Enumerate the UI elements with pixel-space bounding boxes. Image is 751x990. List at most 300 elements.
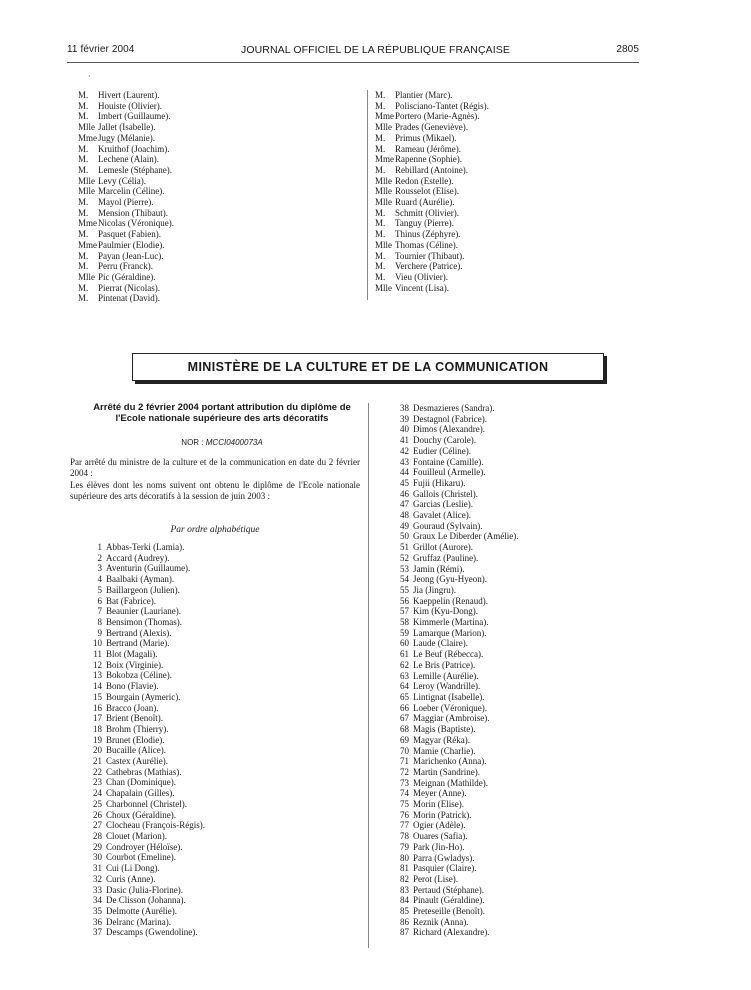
- list-item: [389, 724, 518, 735]
- civility: M.: [78, 154, 89, 165]
- civility: Mlle: [375, 122, 392, 133]
- item-number: 43: [400, 456, 409, 467]
- item-number: 40: [400, 424, 409, 435]
- list-item: [375, 133, 489, 144]
- list-item: [375, 240, 489, 251]
- graduate-name: Pinault (Géraldine).: [413, 895, 485, 906]
- list-item: [78, 154, 174, 165]
- item-number: 65: [400, 691, 409, 702]
- list-item: [82, 863, 205, 874]
- civility: M.: [78, 90, 89, 100]
- list-item: [389, 424, 518, 435]
- item-number: 61: [400, 649, 409, 660]
- civility: M.: [375, 218, 386, 229]
- item-number: 69: [400, 734, 409, 745]
- list-item: [389, 521, 518, 532]
- graduate-name: Descamps (Gwendoline).: [106, 927, 198, 938]
- list-item: [389, 660, 518, 671]
- graduate-name: Gouraud (Sylvain).: [413, 520, 483, 531]
- item-number: 26: [93, 809, 102, 820]
- graduate-name: Ouares (Safia).: [413, 831, 468, 842]
- person-name: Lechene (Alain).: [98, 154, 159, 165]
- graduate-name: Ogier (Adèle).: [413, 820, 466, 831]
- civility: Mlle: [375, 186, 392, 197]
- list-item: [375, 218, 489, 229]
- list-item: [375, 122, 489, 133]
- list-item: [389, 917, 518, 928]
- item-number: 58: [400, 617, 409, 628]
- graduate-name: Richard (Alexandre).: [413, 927, 490, 938]
- graduate-name: Graux Le Diberder (Amélie).: [413, 531, 519, 542]
- column-divider-bottom: [368, 403, 369, 948]
- item-number: 71: [400, 756, 409, 767]
- item-number: 77: [400, 820, 409, 831]
- person-name: Marcelin (Céline).: [98, 186, 165, 197]
- graduate-name: Jamin (Rémi).: [413, 563, 465, 574]
- item-number: 8: [97, 616, 102, 627]
- person-name: Houiste (Olivier).: [98, 100, 162, 111]
- column-divider-top: [367, 90, 368, 300]
- graduate-name: Kimmerle (Martina).: [413, 617, 489, 628]
- person-name: Thomas (Céline).: [395, 239, 458, 250]
- graduate-name: Desmazieres (Sandra).: [413, 403, 495, 413]
- person-name: Hivert (Laurent).: [98, 90, 160, 100]
- item-number: 67: [400, 713, 409, 724]
- list-item: [375, 90, 489, 101]
- list-item: [389, 692, 518, 703]
- list-item: [389, 874, 518, 885]
- list-item: [82, 852, 205, 863]
- graduate-name: De Clisson (Johanna).: [106, 895, 186, 906]
- list-item: [375, 251, 489, 262]
- item-number: 35: [93, 905, 102, 916]
- header-rule: [67, 62, 639, 63]
- list-item: [82, 617, 205, 628]
- list-item: [389, 820, 518, 831]
- graduate-name: Cui (Li Dong).: [106, 863, 160, 874]
- item-number: 76: [400, 809, 409, 820]
- item-number: 6: [97, 595, 102, 606]
- graduate-name: Aventurin (Guillaume).: [106, 563, 191, 574]
- list-item: [389, 457, 518, 468]
- item-number: 13: [93, 670, 102, 681]
- list-item: [389, 606, 518, 617]
- list-item: [82, 917, 205, 928]
- list-item: [375, 101, 489, 112]
- civility: Mlle: [375, 197, 392, 208]
- graduate-name: Jia (Jingru).: [413, 584, 456, 595]
- ministry-title: MINISTÈRE DE LA CULTURE ET DE LA COMMUNICATION: [187, 360, 549, 374]
- item-number: 68: [400, 724, 409, 735]
- item-number: 9: [97, 627, 102, 638]
- person-name: Tanguy (Pierre).: [395, 218, 454, 229]
- list-item: [389, 478, 518, 489]
- item-number: 45: [400, 477, 409, 488]
- person-name: Schmitt (Olivier).: [395, 207, 459, 218]
- item-number: 72: [400, 766, 409, 777]
- civility: Mlle: [375, 175, 392, 186]
- item-number: 57: [400, 606, 409, 617]
- graduate-name: Bertrand (Marie).: [106, 638, 170, 649]
- item-number: 64: [400, 681, 409, 692]
- list-item: [375, 272, 489, 283]
- item-number: 80: [400, 852, 409, 863]
- graduate-name: Bat (Fabrice).: [106, 595, 156, 606]
- civility: Mlle: [78, 271, 95, 282]
- diploma-list-left: [82, 542, 205, 938]
- item-number: 52: [400, 552, 409, 563]
- graduate-name: Lamarque (Marion).: [413, 627, 487, 638]
- list-item: [82, 810, 205, 821]
- list-item: [82, 842, 205, 853]
- graduate-name: Chapalain (Gilles).: [106, 788, 175, 799]
- item-number: 42: [400, 445, 409, 456]
- civility: M.: [375, 271, 386, 282]
- graduate-name: Meignan (Mathilde).: [413, 777, 488, 788]
- person-name: Ruard (Aurélie).: [395, 197, 455, 208]
- item-number: 78: [400, 831, 409, 842]
- graduate-name: Loeber (Véronique).: [413, 702, 487, 713]
- person-name: Pintenat (David).: [98, 293, 160, 304]
- list-item: [389, 713, 518, 724]
- list-item: [375, 229, 489, 240]
- item-number: 21: [93, 756, 102, 767]
- graduate-name: Douchy (Carole).: [413, 435, 476, 446]
- person-name: Redon (Estelle).: [395, 175, 454, 186]
- civility: Mlle: [78, 186, 95, 197]
- list-item: [78, 90, 174, 101]
- arrete-title: Arrêté du 2 février 2004 portant attribution du diplôme de l'Ecole nationale supérieure des arts décoratifs: [93, 402, 351, 424]
- list-item: [82, 767, 205, 778]
- graduate-name: Mamie (Charlie).: [413, 745, 476, 756]
- list-item: [78, 283, 174, 294]
- list-item: [78, 176, 174, 187]
- item-number: 81: [400, 863, 409, 874]
- list-item: [389, 906, 518, 917]
- civility: M.: [78, 293, 89, 304]
- list-item: [78, 251, 174, 262]
- graduate-name: Gruffaz (Pauline).: [413, 552, 479, 563]
- list-item: [389, 671, 518, 682]
- nor-reference: [84, 438, 360, 447]
- page-number: 2805: [616, 44, 639, 55]
- order-heading: Par ordre alphabétique: [170, 525, 260, 535]
- item-number: 84: [400, 895, 409, 906]
- graduate-name: Dasic (Julia-Florine).: [106, 884, 183, 895]
- graduates-list-top-left: [78, 90, 174, 304]
- list-item: [375, 144, 489, 155]
- list-item: [389, 542, 518, 553]
- graduate-name: Gavalet (Alice).: [413, 510, 471, 521]
- item-number: 5: [97, 584, 102, 595]
- list-item: [78, 293, 174, 304]
- graduate-name: Jeong (Gyu-Hyeon).: [413, 574, 487, 585]
- civility: M.: [375, 261, 386, 272]
- list-item: [78, 218, 174, 229]
- list-item: [82, 831, 205, 842]
- person-name: Paulmier (Elodie).: [98, 239, 165, 250]
- item-number: 44: [400, 467, 409, 478]
- list-item: [78, 111, 174, 122]
- list-item: [389, 435, 518, 446]
- item-number: 22: [93, 766, 102, 777]
- item-number: 3: [97, 563, 102, 574]
- list-item: [389, 489, 518, 500]
- graduate-name: Bucaille (Alice).: [106, 745, 166, 756]
- list-item: [389, 895, 518, 906]
- person-name: Levy (Célia).: [98, 175, 146, 186]
- graduate-name: Brunet (Elodie).: [106, 734, 165, 745]
- graduate-name: Morin (Elise).: [413, 799, 464, 810]
- graduate-name: Garcias (Leslie).: [413, 499, 473, 510]
- person-name: Tournier (Thibaut).: [395, 250, 465, 261]
- graduate-name: Cathebras (Mathias).: [106, 766, 182, 777]
- list-item: [82, 820, 205, 831]
- graduate-name: Delranc (Marina).: [106, 916, 171, 927]
- person-name: Vincent (Lisa).: [395, 282, 449, 293]
- graduate-name: Lemille (Aurélie).: [413, 670, 479, 681]
- graduate-name: Curis (Anne).: [106, 873, 156, 884]
- graduate-name: Clocheau (François-Régis).: [106, 820, 205, 831]
- graduate-name: Perot (Lise).: [413, 873, 458, 884]
- person-name: Rebillard (Antoine).: [395, 164, 468, 175]
- item-number: 4: [97, 574, 102, 585]
- list-item: [389, 799, 518, 810]
- item-number: 38: [400, 403, 409, 413]
- graduate-name: Delmotte (Aurélie).: [106, 905, 177, 916]
- item-number: 28: [93, 830, 102, 841]
- person-name: Primus (Mikael).: [395, 132, 457, 143]
- civility: M.: [375, 100, 386, 111]
- person-name: Jugy (Mélanie).: [98, 132, 155, 143]
- person-name: Verchere (Patrice).: [395, 261, 463, 272]
- person-name: Plantier (Marc).: [395, 90, 453, 100]
- list-item: [389, 574, 518, 585]
- item-number: 16: [93, 702, 102, 713]
- person-name: Polisciano-Tantet (Régis).: [395, 100, 489, 111]
- item-number: 37: [93, 927, 102, 938]
- list-item: [82, 542, 205, 553]
- list-item: [82, 895, 205, 906]
- list-item: [389, 403, 518, 414]
- list-item: [389, 628, 518, 639]
- list-item: [78, 261, 174, 272]
- list-item: [375, 186, 489, 197]
- civility: M.: [78, 207, 89, 218]
- graduate-name: Bracco (Joan).: [106, 702, 159, 713]
- item-number: 49: [400, 520, 409, 531]
- item-number: 54: [400, 574, 409, 585]
- list-item: [389, 746, 518, 757]
- graduate-name: Laude (Claire).: [413, 638, 468, 649]
- graduate-name: Brient (Benoît).: [106, 713, 163, 724]
- graduate-name: Accard (Audrey).: [106, 552, 170, 563]
- graduate-name: Gallois (Christel).: [413, 488, 478, 499]
- graduate-name: Park (Jin-Ho).: [413, 841, 465, 852]
- list-item: [82, 906, 205, 917]
- civility: M.: [78, 261, 89, 272]
- graduate-name: Le Beuf (Rébecca).: [413, 649, 484, 660]
- graduate-name: Magyar (Réka).: [413, 734, 470, 745]
- person-name: Prades (Geneviève).: [395, 122, 468, 133]
- list-item: [78, 101, 174, 112]
- person-name: Imbert (Guillaume).: [98, 111, 171, 122]
- list-item: [389, 756, 518, 767]
- list-item: [82, 681, 205, 692]
- list-item: [375, 208, 489, 219]
- item-number: 15: [93, 691, 102, 702]
- list-item: [389, 564, 518, 575]
- list-item: [389, 778, 518, 789]
- item-number: 23: [93, 777, 102, 788]
- item-number: 75: [400, 799, 409, 810]
- item-number: 10: [93, 638, 102, 649]
- graduate-name: Blot (Magali).: [106, 649, 158, 660]
- list-item: [82, 713, 205, 724]
- graduate-name: Le Bris (Patrice).: [413, 659, 476, 670]
- list-item: [389, 927, 518, 938]
- item-number: 19: [93, 734, 102, 745]
- graduate-name: Brohm (Thierry).: [106, 723, 169, 734]
- person-name: Rapenne (Sophie).: [395, 154, 462, 165]
- person-name: Mayol (Pierre).: [98, 197, 154, 208]
- item-number: 34: [93, 895, 102, 906]
- stray-dot: ·: [88, 72, 91, 81]
- graduate-name: Kim (Kyu-Dong).: [413, 606, 478, 617]
- graduate-name: Pertaud (Stéphane).: [413, 884, 484, 895]
- list-item: [389, 810, 518, 821]
- header-title: JOURNAL OFFICIEL DE LA RÉPUBLIQUE FRANÇAISE: [241, 44, 510, 56]
- item-number: 39: [400, 413, 409, 424]
- item-number: 63: [400, 670, 409, 681]
- list-item: [78, 272, 174, 283]
- person-name: Lemesle (Stéphane).: [98, 164, 172, 175]
- person-name: Rousselot (Elise).: [395, 186, 459, 197]
- list-item: [375, 283, 489, 294]
- item-number: 85: [400, 906, 409, 917]
- graduate-name: Clouet (Marion).: [106, 830, 167, 841]
- item-number: 73: [400, 777, 409, 788]
- list-item: [82, 649, 205, 660]
- item-number: 87: [400, 927, 409, 938]
- civility: M.: [375, 229, 386, 240]
- graduate-name: Bensimon (Thomas).: [106, 616, 182, 627]
- nor-label: NOR :: [181, 438, 204, 447]
- list-item: [82, 553, 205, 564]
- civility: Mlle: [375, 282, 392, 293]
- item-number: 11: [93, 649, 102, 660]
- item-number: 70: [400, 745, 409, 756]
- list-item: [82, 596, 205, 607]
- graduate-name: Charbonnel (Christel).: [106, 798, 187, 809]
- list-item: [389, 853, 518, 864]
- graduate-name: Beaunier (Lauriane).: [106, 606, 181, 617]
- item-number: 47: [400, 499, 409, 510]
- graduate-name: Pasquier (Claire).: [413, 863, 477, 874]
- item-number: 60: [400, 638, 409, 649]
- person-name: Kruithof (Joachim).: [98, 143, 170, 154]
- list-item: [389, 585, 518, 596]
- list-item: [375, 165, 489, 176]
- graduate-name: Lintignat (Isabelle).: [413, 691, 485, 702]
- item-number: 59: [400, 627, 409, 638]
- item-number: 79: [400, 841, 409, 852]
- civility: M.: [375, 143, 386, 154]
- list-item: [375, 197, 489, 208]
- list-item: [375, 154, 489, 165]
- graduate-name: Courbot (Emeline).: [106, 852, 176, 863]
- item-number: 1: [97, 542, 102, 552]
- list-item: [389, 885, 518, 896]
- graduate-name: Choux (Géraldine).: [106, 809, 176, 820]
- item-number: 46: [400, 488, 409, 499]
- graduate-name: Bokobza (Céline).: [106, 670, 172, 681]
- person-name: Vieu (Olivier).: [395, 271, 448, 282]
- person-name: Pasquet (Fabien).: [98, 229, 161, 240]
- decree-paragraph-1: Par arrêté du ministre de la culture et de la communication en date du 2 février 2004 :: [70, 457, 360, 478]
- person-name: Pic (Géraldine).: [98, 271, 156, 282]
- list-item: [389, 767, 518, 778]
- civility: Mme: [78, 239, 97, 250]
- civility: M.: [375, 164, 386, 175]
- person-name: Jallet (Isabelle).: [98, 122, 156, 133]
- list-item: [375, 176, 489, 187]
- list-item: [82, 777, 205, 788]
- item-number: 25: [93, 798, 102, 809]
- person-name: Pierrat (Nicolas).: [98, 282, 160, 293]
- list-item: [78, 208, 174, 219]
- civility: Mlle: [375, 239, 392, 250]
- item-number: 62: [400, 659, 409, 670]
- header-date: 11 février 2004: [67, 44, 135, 55]
- list-item: [82, 724, 205, 735]
- civility: M.: [78, 164, 89, 175]
- list-item: [389, 617, 518, 628]
- civility: M.: [78, 250, 89, 261]
- person-name: Mension (Thibaut).: [98, 207, 168, 218]
- civility: Mme: [375, 154, 394, 165]
- item-number: 30: [93, 852, 102, 863]
- list-item: [82, 563, 205, 574]
- graduate-name: Chan (Dominique).: [106, 777, 176, 788]
- graduate-name: Bono (Flavie).: [106, 681, 159, 692]
- list-item: [78, 133, 174, 144]
- civility: M.: [78, 111, 89, 122]
- item-number: 24: [93, 788, 102, 799]
- graduate-name: Maggiar (Ambroise).: [413, 713, 490, 724]
- list-item: [78, 186, 174, 197]
- list-item: [389, 446, 518, 457]
- graduate-name: Fontaine (Camille).: [413, 456, 484, 467]
- list-item: [389, 531, 518, 542]
- person-name: Portero (Marie-Agnès).: [395, 111, 480, 122]
- item-number: 32: [93, 873, 102, 884]
- list-item: [78, 165, 174, 176]
- civility: M.: [78, 143, 89, 154]
- graduate-name: Reznik (Anna).: [413, 916, 469, 927]
- list-item: [78, 197, 174, 208]
- item-number: 36: [93, 916, 102, 927]
- list-item: [82, 788, 205, 799]
- graduate-name: Marichenko (Anna).: [413, 756, 487, 767]
- graduate-name: Baalbaki (Ayman).: [106, 574, 175, 585]
- graduate-name: Condroyer (Héloïse).: [106, 841, 183, 852]
- list-item: [82, 692, 205, 703]
- list-item: [82, 927, 205, 938]
- graduate-name: Meyer (Anne).: [413, 788, 467, 799]
- item-number: 20: [93, 745, 102, 756]
- list-item: [82, 574, 205, 585]
